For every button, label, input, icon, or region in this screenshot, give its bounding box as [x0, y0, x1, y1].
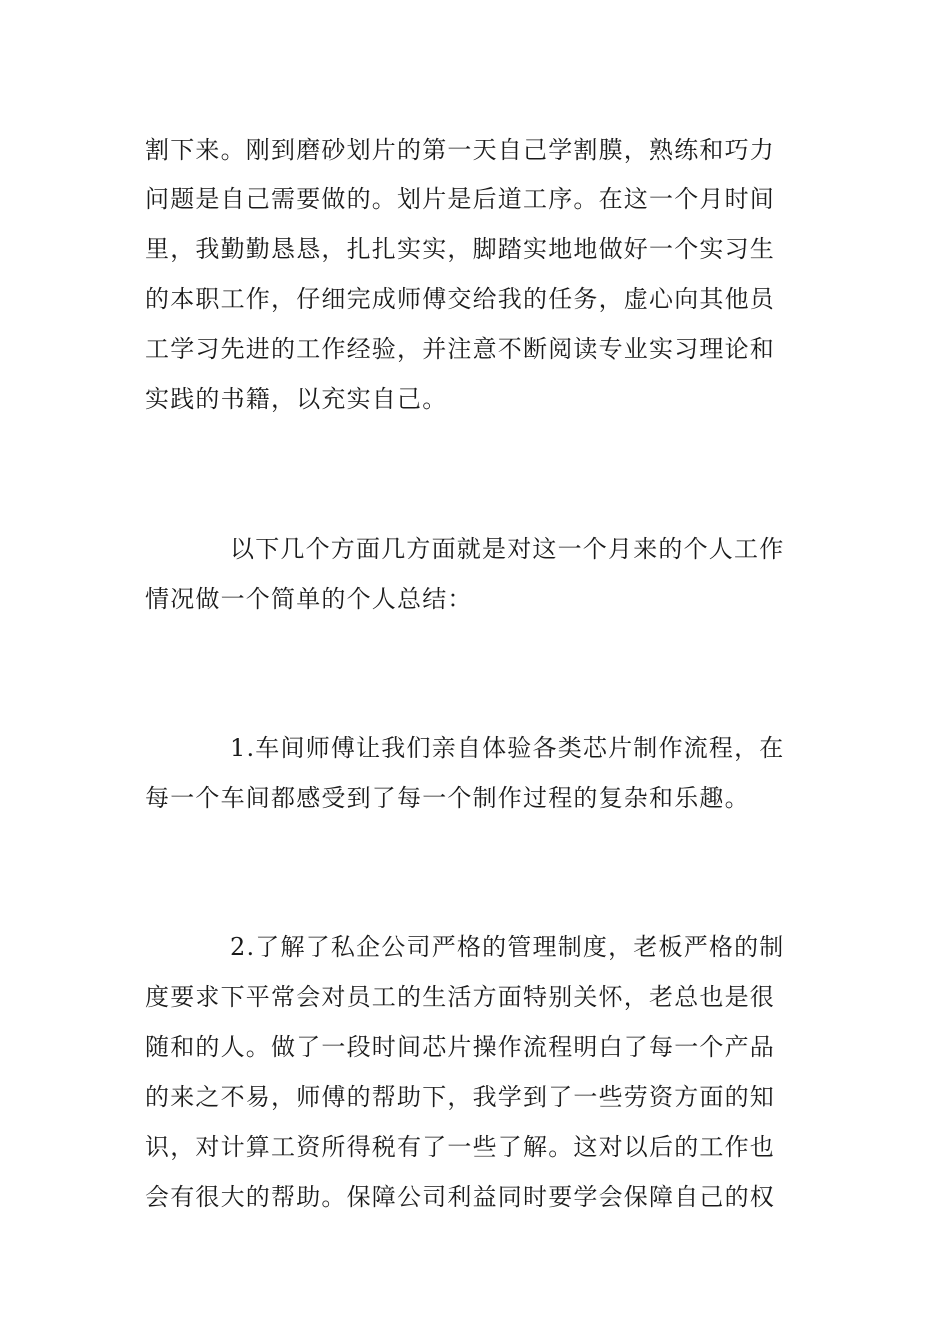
paragraph-4-line-2: 度要求下平常会对员工的生活方面特别关怀，老总也是很 — [145, 983, 775, 1011]
paragraph-2-line-2: 情况做一个简单的个人总结： — [145, 585, 473, 613]
paragraph-1-line-4: 的本职工作，仔细完成师傅交给我的任务，虚心向其他员 — [145, 285, 775, 313]
paragraph-4-line-5: 识，对计算工资所得税有了一些了解。这对以后的工作也 — [145, 1133, 775, 1161]
paragraph-2-line-1: 以下几个方面几方面就是对这一个月来的个人工作 — [230, 535, 785, 563]
paragraph-3-line-2: 每一个车间都感受到了每一个制作过程的复杂和乐趣。 — [145, 784, 750, 812]
paragraph-1-line-5: 工学习先进的工作经验，并注意不断阅读专业实习理论和 — [145, 335, 775, 363]
paragraph-1-line-2: 问题是自己需要做的。划片是后道工序。在这一个月时间 — [145, 185, 775, 213]
paragraph-1-line-6: 实践的书籍，以充实自己。 — [145, 385, 448, 413]
paragraph-4-line-1: 2.了解了私企公司严格的管理制度，老板严格的制 — [230, 933, 785, 961]
paragraph-4-line-6: 会有很大的帮助。保障公司利益同时要学会保障自己的权 — [145, 1183, 775, 1211]
paragraph-4-line-4: 的来之不易，师傅的帮助下，我学到了一些劳资方面的知 — [145, 1083, 775, 1111]
paragraph-3-line-1: 1.车间师傅让我们亲自体验各类芯片制作流程，在 — [230, 734, 785, 762]
paragraph-4-line-3: 随和的人。做了一段时间芯片操作流程明白了每一个产品 — [145, 1033, 775, 1061]
paragraph-1-line-1: 割下来。刚到磨砂划片的第一天自己学割膜，熟练和巧力 — [145, 136, 775, 164]
paragraph-1-line-3: 里，我勤勤恳恳，扎扎实实，脚踏实地地做好一个实习生 — [145, 235, 775, 263]
